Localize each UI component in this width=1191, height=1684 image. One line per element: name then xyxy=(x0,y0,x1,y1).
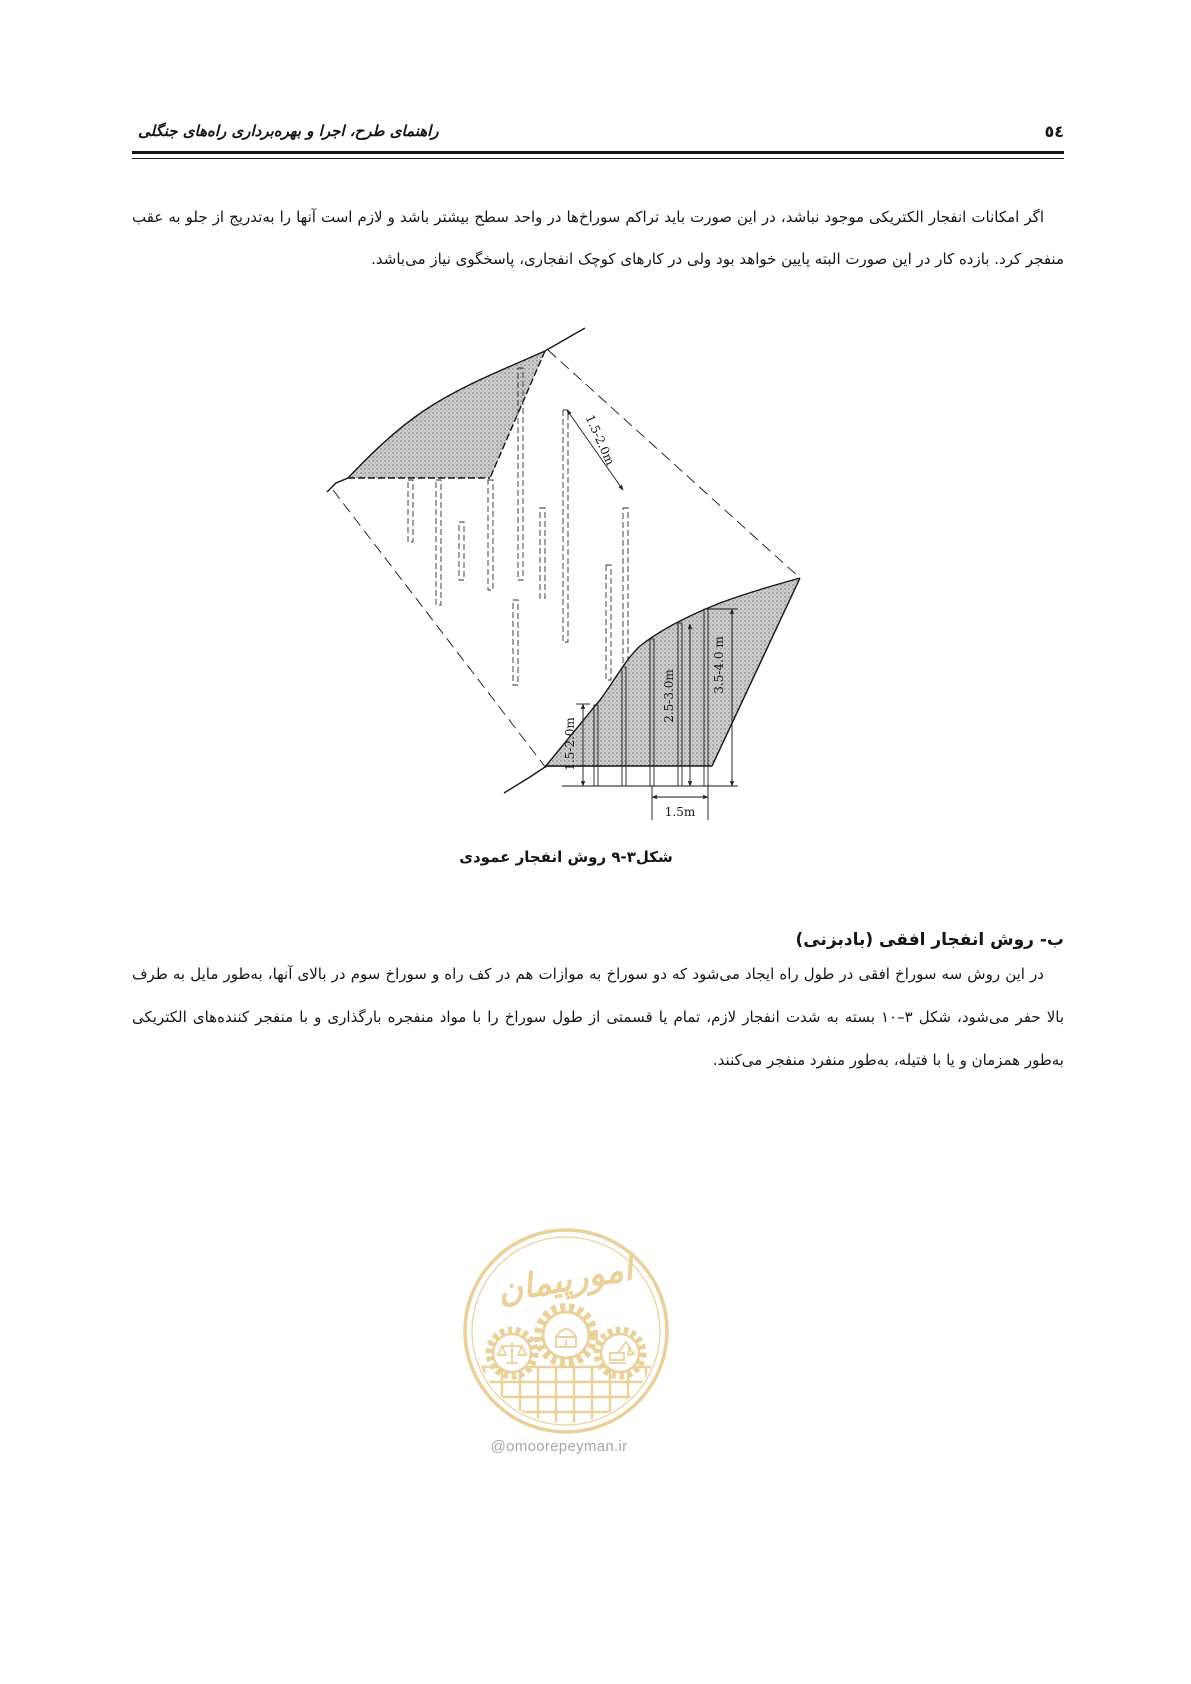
drill-hole xyxy=(436,480,441,605)
drill-hole xyxy=(563,410,568,642)
row-spacing-label: 1.5-2.0m xyxy=(582,412,618,468)
drill-hole xyxy=(513,600,518,685)
body-paragraph: در این روش سه سوراخ افقی در طول راه ایجاد می‌شود که دو سوراخ به موازات هم در کف راه و سوراخ سوم در بالای آنها، به‌طور مایل به طرف بالا حفر می‌شود، شکل ۳–۱۰ بسته به شدت انفجار لازم، تمام یا قسمتی از طول سوراخ را با مواد منفجره بارگذاری و با منفجر کننده‌های الکتریکی به‌طور همزمان و یا با فتیله، به‌طور منفرد منفجر می‌کنند. xyxy=(132,965,1064,1069)
drill-hole xyxy=(408,480,413,542)
upper-rock-mass xyxy=(327,328,585,492)
depth-long-label: 3.5-4.0 m xyxy=(712,636,726,694)
gear-icon xyxy=(489,1330,535,1376)
running-header xyxy=(138,118,1064,144)
watermark-site: @omoorepeyman.ir xyxy=(490,1438,628,1455)
header-rule-thick xyxy=(132,151,1064,154)
gear-icon xyxy=(538,1307,594,1363)
logo-lettering: امورپیمان xyxy=(494,1248,636,1312)
drill-hole xyxy=(488,480,493,590)
gear-icon xyxy=(597,1330,643,1376)
header-rule-thin xyxy=(132,158,1064,159)
depth-short-label: 1.5-2.0m xyxy=(563,717,577,771)
section-heading: ب- روش انفجار افقی (بادبزنی) xyxy=(795,930,1064,950)
projection-line-top xyxy=(548,350,800,578)
drill-hole xyxy=(540,508,545,598)
page-number: ٥٤ xyxy=(1044,121,1064,141)
figure-caption: شکل۳-۹ روش انفجار عمودی xyxy=(459,848,673,866)
upper-rock-shading xyxy=(348,351,545,478)
hole-spacing-label: 1.5m xyxy=(664,805,696,819)
depth-medium-label: 2.5-3.0m xyxy=(662,669,676,723)
drill-hole xyxy=(459,522,464,580)
book-title: راهنمای طرح، اجرا و بهره‌برداری راه‌های جنگلی xyxy=(138,122,439,140)
vertical-blasting-diagram xyxy=(320,315,840,835)
drill-hole xyxy=(606,565,611,680)
lower-road-cut-section xyxy=(504,578,800,793)
projection-line-bottom xyxy=(333,490,546,768)
body-paragraph: اگر امکانات انفجار الکتریکی موجود نباشد، در این صورت باید تراکم سوراخ‌ها در واحد سطح بیشتر باشد و لازم است آنها را به‌تدریج از جلو به عقب منفجر کرد. بازده کار در این صورت البته پایین خواهد بود ولی در کارهای کوچک انفجاری، پاسخگوی نیاز می‌باشد. xyxy=(132,208,1064,268)
watermark-logo xyxy=(460,1225,672,1437)
